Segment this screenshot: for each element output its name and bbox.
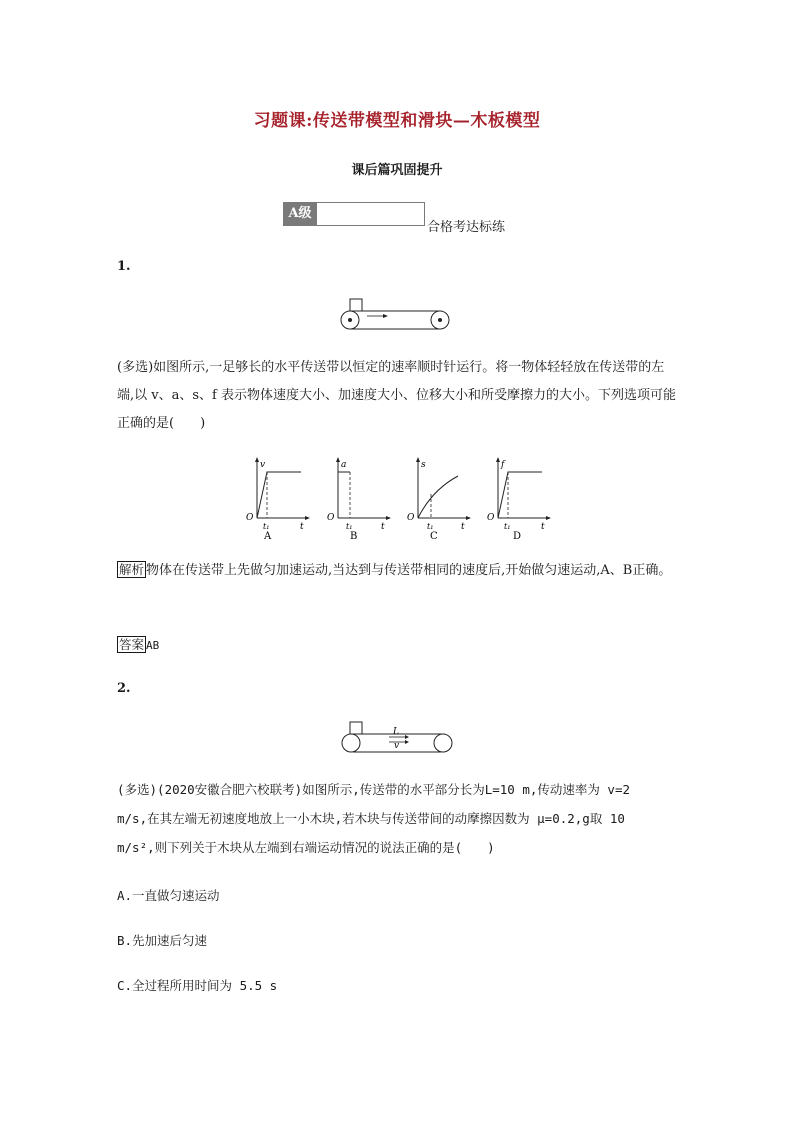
question-2-option-c: C.全过程所用时间为 5.5 s	[117, 978, 278, 993]
graph-c	[404, 456, 474, 542]
graph-a-xaxis-label: t	[300, 522, 304, 532]
graph-b-xaxis-label: t	[381, 522, 385, 532]
graph-d-yaxis-label: f	[501, 460, 505, 470]
graph-c-yaxis-label: s	[421, 460, 426, 470]
figure-2-label-l: L	[393, 727, 399, 737]
graph-c-tick: t₁	[427, 522, 434, 531]
level-box	[317, 202, 425, 226]
graph-c-origin: O	[407, 513, 415, 523]
graph-c-xaxis-label: t	[461, 522, 465, 532]
question-2-option-b: B.先加速后匀速	[117, 933, 208, 948]
section-subtitle: 课后篇巩固提升	[351, 163, 443, 178]
graph-b-tick: t₁	[346, 522, 353, 531]
question-2-stem-line-2: m/s,在其左端无初速度地放上一小木块,若木块与传送带间的动摩擦因数为 μ=0.2,g取 10	[117, 811, 625, 826]
question-2-option-a: A.一直做匀速运动	[117, 888, 220, 903]
graph-a	[243, 456, 313, 542]
graph-b	[324, 456, 394, 542]
page-title: 习题课:传送带模型和滑块—木板模型	[253, 111, 541, 131]
graph-b-origin: O	[327, 513, 335, 523]
graph-d-tick: t₁	[504, 522, 511, 531]
question-2-number: 2.	[117, 681, 131, 696]
question-1-stem: (多选)如图所示,一足够长的水平传送带以恒定的速率顺时针运行。将一物体轻轻放在传送带的左端,以 v、a、s、f 表示物体速度大小、加速度大小、位移大小和所受摩擦力的大小。下列选项可能正确的是( )	[117, 360, 676, 431]
analysis-text: 物体在传送带上先做匀加速运动,当达到与传送带相同的速度后,开始做匀速运动,A、B正确。	[146, 563, 672, 578]
graph-d-option: D	[513, 531, 522, 542]
question-1-answer	[117, 631, 679, 660]
graph-b-option: B	[350, 531, 358, 542]
question-2-stem-line-3: m/s²,则下列关于木块从左端到右端运动情况的说法正确的是( )	[117, 840, 495, 855]
question-2-stem-line-1: (多选)(2020安徽合肥六校联考)如图所示,传送带的水平部分长为L=10 m,传动速率为 v=2	[117, 782, 631, 797]
level-badge: A级	[283, 202, 317, 226]
figure-2-label-v: v	[394, 741, 400, 751]
conveyor-belt-figure-1	[337, 296, 457, 336]
graph-a-yaxis-label: v	[260, 460, 266, 470]
question-1-number: 1.	[117, 259, 131, 274]
answer-text: AB	[146, 639, 160, 652]
graph-c-option: C	[430, 531, 438, 542]
level-text: 合格考达标练	[427, 220, 506, 235]
analysis-label: 解析	[119, 562, 145, 577]
graph-d-xaxis-label: t	[541, 522, 545, 532]
graph-d-origin: O	[487, 513, 495, 523]
graph-b-yaxis-label: a	[341, 460, 347, 470]
question-1-analysis	[117, 556, 679, 585]
graph-a-origin: O	[246, 513, 254, 523]
conveyor-belt-figure-2	[337, 718, 461, 758]
graph-d	[484, 456, 554, 542]
graph-a-option: A	[264, 531, 272, 542]
graph-a-tick: t₁	[263, 522, 270, 531]
answer-label: 答案	[119, 637, 145, 652]
